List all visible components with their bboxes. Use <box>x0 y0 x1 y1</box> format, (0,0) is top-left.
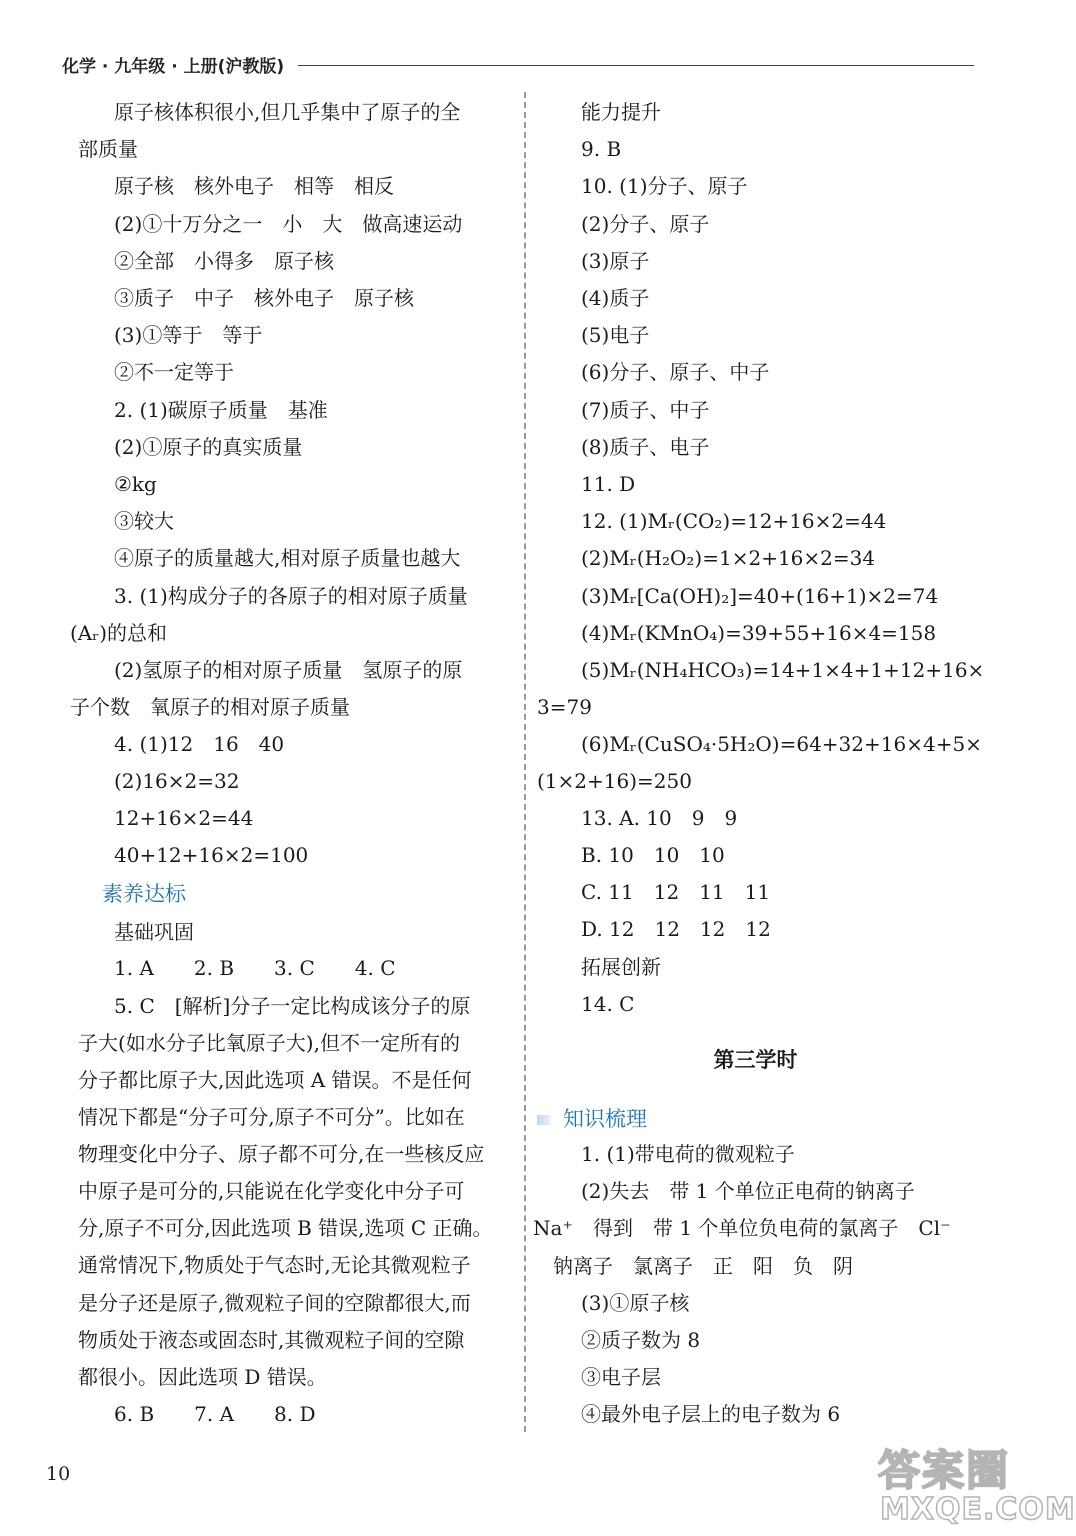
text-line: ②kg <box>114 472 157 496</box>
text-line: 12. (1)Mᵣ(CO₂)=12+16×2=44 <box>581 509 887 533</box>
text-line: ④原子的质量越大,相对原子质量也越大 <box>114 546 461 570</box>
text-line: 通常情况下,物质处于气态时,无论其微观粒子 <box>78 1253 471 1277</box>
text-line: 子个数 氧原子的相对原子质量 <box>70 695 350 719</box>
text-line: ②质子数为 8 <box>581 1328 701 1352</box>
text-line: 能力提升 <box>581 100 661 124</box>
text-line: 3. (1)构成分子的各原子的相对原子质量 <box>114 584 468 608</box>
text-line: 物理变化中分子、原子都不可分,在一些核反应 <box>78 1142 485 1166</box>
page-number: 10 <box>46 1463 71 1485</box>
text-line: 2. (1)碳原子质量 基准 <box>114 398 328 422</box>
text-line: (3)Mᵣ[Ca(OH)₂]=40+(16+1)×2=74 <box>581 584 939 608</box>
section-heading-label: 知识梳理 <box>563 1107 647 1131</box>
text-line: (7)质子、中子 <box>581 398 710 422</box>
subsection-title: 第三学时 <box>713 1048 798 1072</box>
text-line: 中原子是可分的,只能说在化学变化中分子可 <box>78 1179 465 1203</box>
text-line: (Aᵣ)的总和 <box>70 621 167 645</box>
text-line: ②全部 小得多 原子核 <box>114 249 334 273</box>
text-line: (6)分子、原子、中子 <box>581 360 770 384</box>
heading-marker <box>537 1115 551 1125</box>
text-line: C. 11 12 11 11 <box>581 880 771 904</box>
text-line: (1×2+16)=250 <box>537 769 692 793</box>
text-line: 4. (1)12 16 40 <box>114 732 285 756</box>
text-line: 10. (1)分子、原子 <box>581 174 748 198</box>
text-line: 都很小。因此选项 D 错误。 <box>78 1365 327 1389</box>
text-line: (8)质子、电子 <box>581 435 710 459</box>
text-line: 1. A 2. B 3. C 4. C <box>114 956 396 980</box>
text-line: 14. C <box>581 992 635 1016</box>
text-line: (2)①原子的真实质量 <box>114 435 303 459</box>
text-line: 分,原子不可分,因此选项 B 错误,选项 C 正确。 <box>78 1216 493 1240</box>
text-line: (4)Mᵣ(KMnO₄)=39+55+16×4=158 <box>581 621 937 645</box>
text-line: 基础巩固 <box>114 920 194 944</box>
page-header <box>62 52 974 82</box>
text-line: (4)质子 <box>581 286 650 310</box>
section-heading: 素养达标 <box>102 882 186 906</box>
watermark-url: MXQE.COM <box>880 1492 1076 1527</box>
text-line: ③电子层 <box>581 1365 661 1389</box>
text-line: 原子核体积很小,但几乎集中了原子的全 <box>114 100 461 124</box>
text-line: B. 10 10 10 <box>581 843 725 867</box>
header-title: 化学 · 九年级 · 上册(沪教版) <box>62 57 285 77</box>
text-line: (2)分子、原子 <box>581 212 710 236</box>
text-line: (2)①十万分之一 小 大 做高速运动 <box>114 212 463 236</box>
section-heading <box>537 1105 647 1133</box>
text-line: 1. (1)带电荷的微观粒子 <box>581 1142 795 1166</box>
text-line: 3=79 <box>537 695 592 719</box>
text-line: 40+12+16×2=100 <box>114 843 309 867</box>
text-line: 物质处于液态或固态时,其微观粒子间的空隙 <box>78 1328 465 1352</box>
text-line: ④最外电子层上的电子数为 6 <box>581 1402 841 1426</box>
text-line: (5)Mᵣ(NH₄HCO₃)=14+1×4+1+12+16× <box>581 658 985 682</box>
text-line: (5)电子 <box>581 323 650 347</box>
text-line: 12+16×2=44 <box>114 806 254 830</box>
text-line: 11. D <box>581 472 636 496</box>
text-line: 子大(如水分子比氧原子大),但不一定所有的 <box>78 1031 460 1055</box>
text-line: (6)Mᵣ(CuSO₄·5H₂O)=64+32+16×4+5× <box>581 732 982 756</box>
text-line: 6. B 7. A 8. D <box>114 1402 316 1426</box>
text-line: (3)①等于 等于 <box>114 323 263 347</box>
text-line: ②不一定等于 <box>114 360 234 384</box>
text-line: (3)原子 <box>581 249 650 273</box>
text-line: 原子核 核外电子 相等 相反 <box>114 174 394 198</box>
text-line: (2)Mᵣ(H₂O₂)=1×2+16×2=34 <box>581 546 876 570</box>
text-line: 9. B <box>581 137 622 161</box>
text-line: (2)氢原子的相对原子质量 氢原子的原 <box>114 658 463 682</box>
watermark-text: 答案圈 <box>878 1446 1011 1495</box>
text-line: D. 12 12 12 12 <box>581 917 771 941</box>
text-line: 5. C [解析]分子一定比构成该分子的原 <box>114 994 471 1018</box>
text-line: ③较大 <box>114 509 174 533</box>
text-line: Na⁺ 得到 带 1 个单位负电荷的氯离子 Cl⁻ <box>533 1216 951 1240</box>
text-line: (3)①原子核 <box>581 1291 690 1315</box>
text-line: 拓展创新 <box>581 955 661 979</box>
column-divider <box>524 92 526 1432</box>
text-line: 部质量 <box>78 137 138 161</box>
text-line: 是分子还是原子,微观粒子间的空隙都很大,而 <box>78 1291 471 1315</box>
header-rule <box>298 65 974 66</box>
text-line: 情况下都是“分子可分,原子不可分”。比如在 <box>78 1105 465 1129</box>
text-line: (2)16×2=32 <box>114 769 240 793</box>
text-line: ③质子 中子 核外电子 原子核 <box>114 286 414 310</box>
watermark-logo <box>870 1438 1076 1530</box>
text-line: 钠离子 氯离子 正 阳 负 阴 <box>553 1254 853 1278</box>
text-line: (2)失去 带 1 个单位正电荷的钠离子 <box>581 1179 915 1203</box>
text-line: 分子都比原子大,因此选项 A 错误。不是任何 <box>78 1068 472 1092</box>
text-line: 13. A. 10 9 9 <box>581 806 738 830</box>
